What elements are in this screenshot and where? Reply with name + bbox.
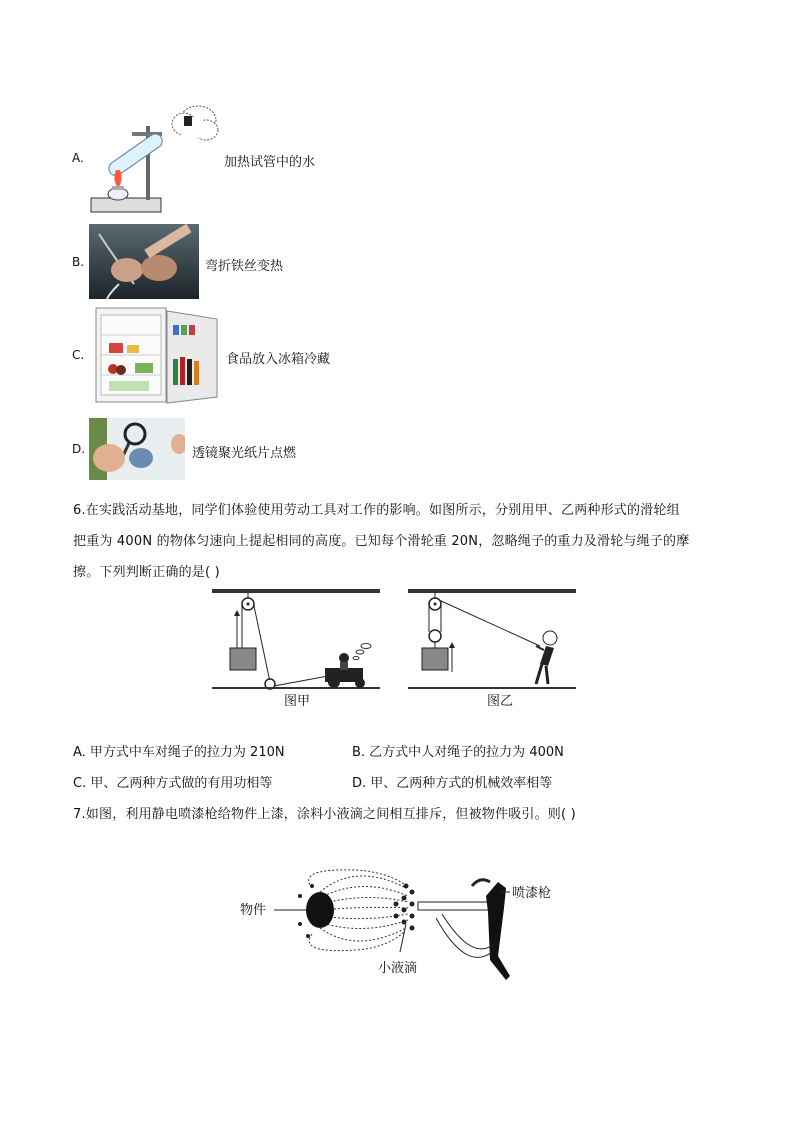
- q6-option-b: B. 乙方式中人对绳子的拉力为 400N: [352, 745, 564, 760]
- figure-label-left: 图甲: [283, 694, 311, 709]
- q6-stem-line-3: 擦。下列判断正确的是( ): [73, 565, 220, 580]
- figure-label-right: 图乙: [486, 694, 514, 709]
- q6-option-a: A. 甲方式中车对绳子的拉力为 210N: [73, 745, 285, 760]
- option-d-letter: D.: [72, 442, 86, 456]
- spray-gun-figure: [236, 852, 554, 982]
- q6-stem-line-2: 把重为 400N 的物体匀速向上提起相同的高度。已知每个滑轮重 20N，忽略绳子的重力及滑轮与绳子的摩: [73, 534, 690, 549]
- option-a-text: 加热试管中的水: [224, 155, 316, 170]
- bending-wire-image: [89, 224, 199, 299]
- option-d-text: 透镜聚光纸片点燃: [192, 446, 297, 461]
- pulley-figure-right: [408, 589, 576, 689]
- option-b-text: 弯折铁丝变热: [205, 259, 284, 274]
- option-a-letter: A.: [72, 151, 84, 165]
- pulley-figure-left: [212, 589, 380, 689]
- q6-stem-line-1: 6.在实践活动基地，同学们体验使用劳动工具对工作的影响。如图所示，分别用甲、乙两种形式的滑轮组: [73, 503, 680, 518]
- q6-option-c: C. 甲、乙两种方式做的有用功相等: [73, 776, 273, 791]
- magnifying-lens-image: [89, 418, 185, 480]
- pulley-figure: [210, 584, 582, 710]
- q7-stem: 7.如图，利用静电喷漆枪给物件上漆，涂料小液滴之间相互排斥，但被物件吸引。则( ): [73, 807, 576, 822]
- option-b-letter: B.: [72, 255, 85, 269]
- spray-gun: [418, 880, 510, 980]
- label-droplets: 小液滴: [378, 961, 418, 976]
- option-c-letter: C.: [72, 348, 85, 362]
- option-c-text: 食品放入冰箱冷藏: [226, 352, 331, 367]
- steam-cloud: [172, 106, 218, 140]
- label-object: 物件: [240, 903, 267, 918]
- test-tube-heating-image: [88, 98, 220, 216]
- refrigerator-image: [95, 307, 219, 404]
- label-gun: 喷漆枪: [512, 886, 552, 901]
- object-ball: [306, 892, 334, 928]
- q6-option-d: D. 甲、乙两种方式的机械效率相等: [352, 776, 553, 791]
